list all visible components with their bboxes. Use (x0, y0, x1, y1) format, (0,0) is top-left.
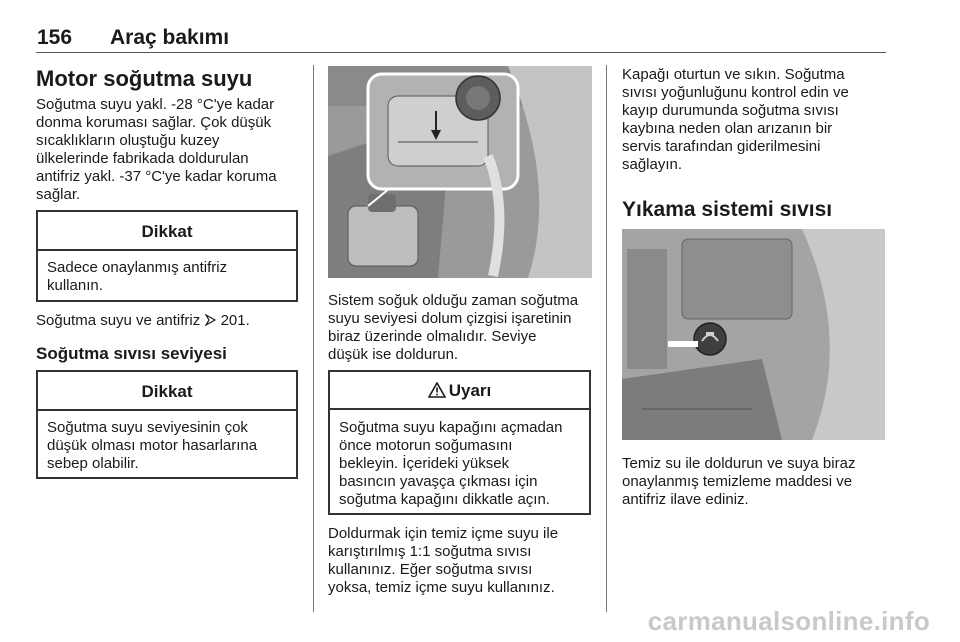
warning-box (328, 370, 591, 515)
caution-box-level (36, 370, 298, 479)
antifreeze-reference: Soğutma suyu ve antifriz 201. (36, 312, 250, 329)
cap-instructions: Kapağı oturtun ve sıkın. Soğutma sıvısı yoğunluğunu kontrol edin ve kayıp durumunda soğutma sıvısı kaybına neden olan arızanın bir servis tarafından giderilmesini sağlayın. (622, 66, 849, 173)
caution-title: Dikkat (141, 382, 193, 401)
caution-text: Sadece onaylanmış antifriz kullanın. (47, 259, 228, 294)
page-link[interactable]: 201. (220, 312, 250, 329)
coolant-level-heading: Soğutma sıvısı seviyesi (36, 344, 227, 363)
page-number: 156 (37, 26, 73, 49)
caution-separator (38, 409, 296, 411)
warning-header: Uyarı (330, 381, 589, 403)
coolant-level-text: Sistem soğuk olduğu zaman soğutma suyu seviyesi dolum çizgisi işaretinin biraz üzerinde olmalıdır. Seviye düşük ise doldurun. (328, 292, 579, 363)
washer-fluid-title: Yıkama sistemi sıvısı (622, 198, 833, 221)
coolant-title: Motor soğutma suyu (36, 66, 253, 91)
header-rule (36, 52, 886, 53)
section-title: Araç bakımı (110, 26, 230, 49)
warning-text: Soğutma suyu kapağını açmadan önce motorun soğumasını bekleyin. İçerideki yüksek basıncın yavaşça çıkması için soğutma kapağını dikkatle açın. (339, 419, 563, 508)
column-divider-1 (313, 65, 314, 612)
caution-box-antifreeze (36, 210, 298, 302)
caution-separator (38, 249, 296, 251)
warning-separator (330, 408, 589, 410)
coolant-intro: Soğutma suyu yakl. -28 °C'ye kadar donma koruması sağlar. Çok düşük sıcaklıkların oluştuğu kuzey ülkelerinde fabrikada doldurulan antifriz yakl. -37 °C'ye kadar koruma sağlar. (36, 96, 277, 203)
fill-instructions: Doldurmak için temiz içme suyu ile karıştırılmış 1:1 soğutma sıvısı kullanınız. Eğer soğutma sıvısı yoksa, temiz içme suyu kullanınız. (328, 525, 559, 596)
arrow-ref-icon (204, 313, 216, 325)
caution-text: Soğutma suyu seviyesinin çok düşük olması motor hasarlarına sebep olabilir. (47, 419, 258, 472)
washer-fluid-text: Temiz su ile doldurun ve suya biraz onaylanmış temizleme maddesi ve antifriz ilave ediniz. (622, 455, 856, 508)
column-divider-2 (606, 65, 607, 612)
watermark: carmanualsonline.info (647, 606, 930, 636)
washer-reservoir-photo (622, 229, 885, 440)
caution-title: Dikkat (141, 222, 193, 241)
coolant-reservoir-photo (328, 66, 592, 278)
warning-triangle-icon (428, 382, 446, 403)
